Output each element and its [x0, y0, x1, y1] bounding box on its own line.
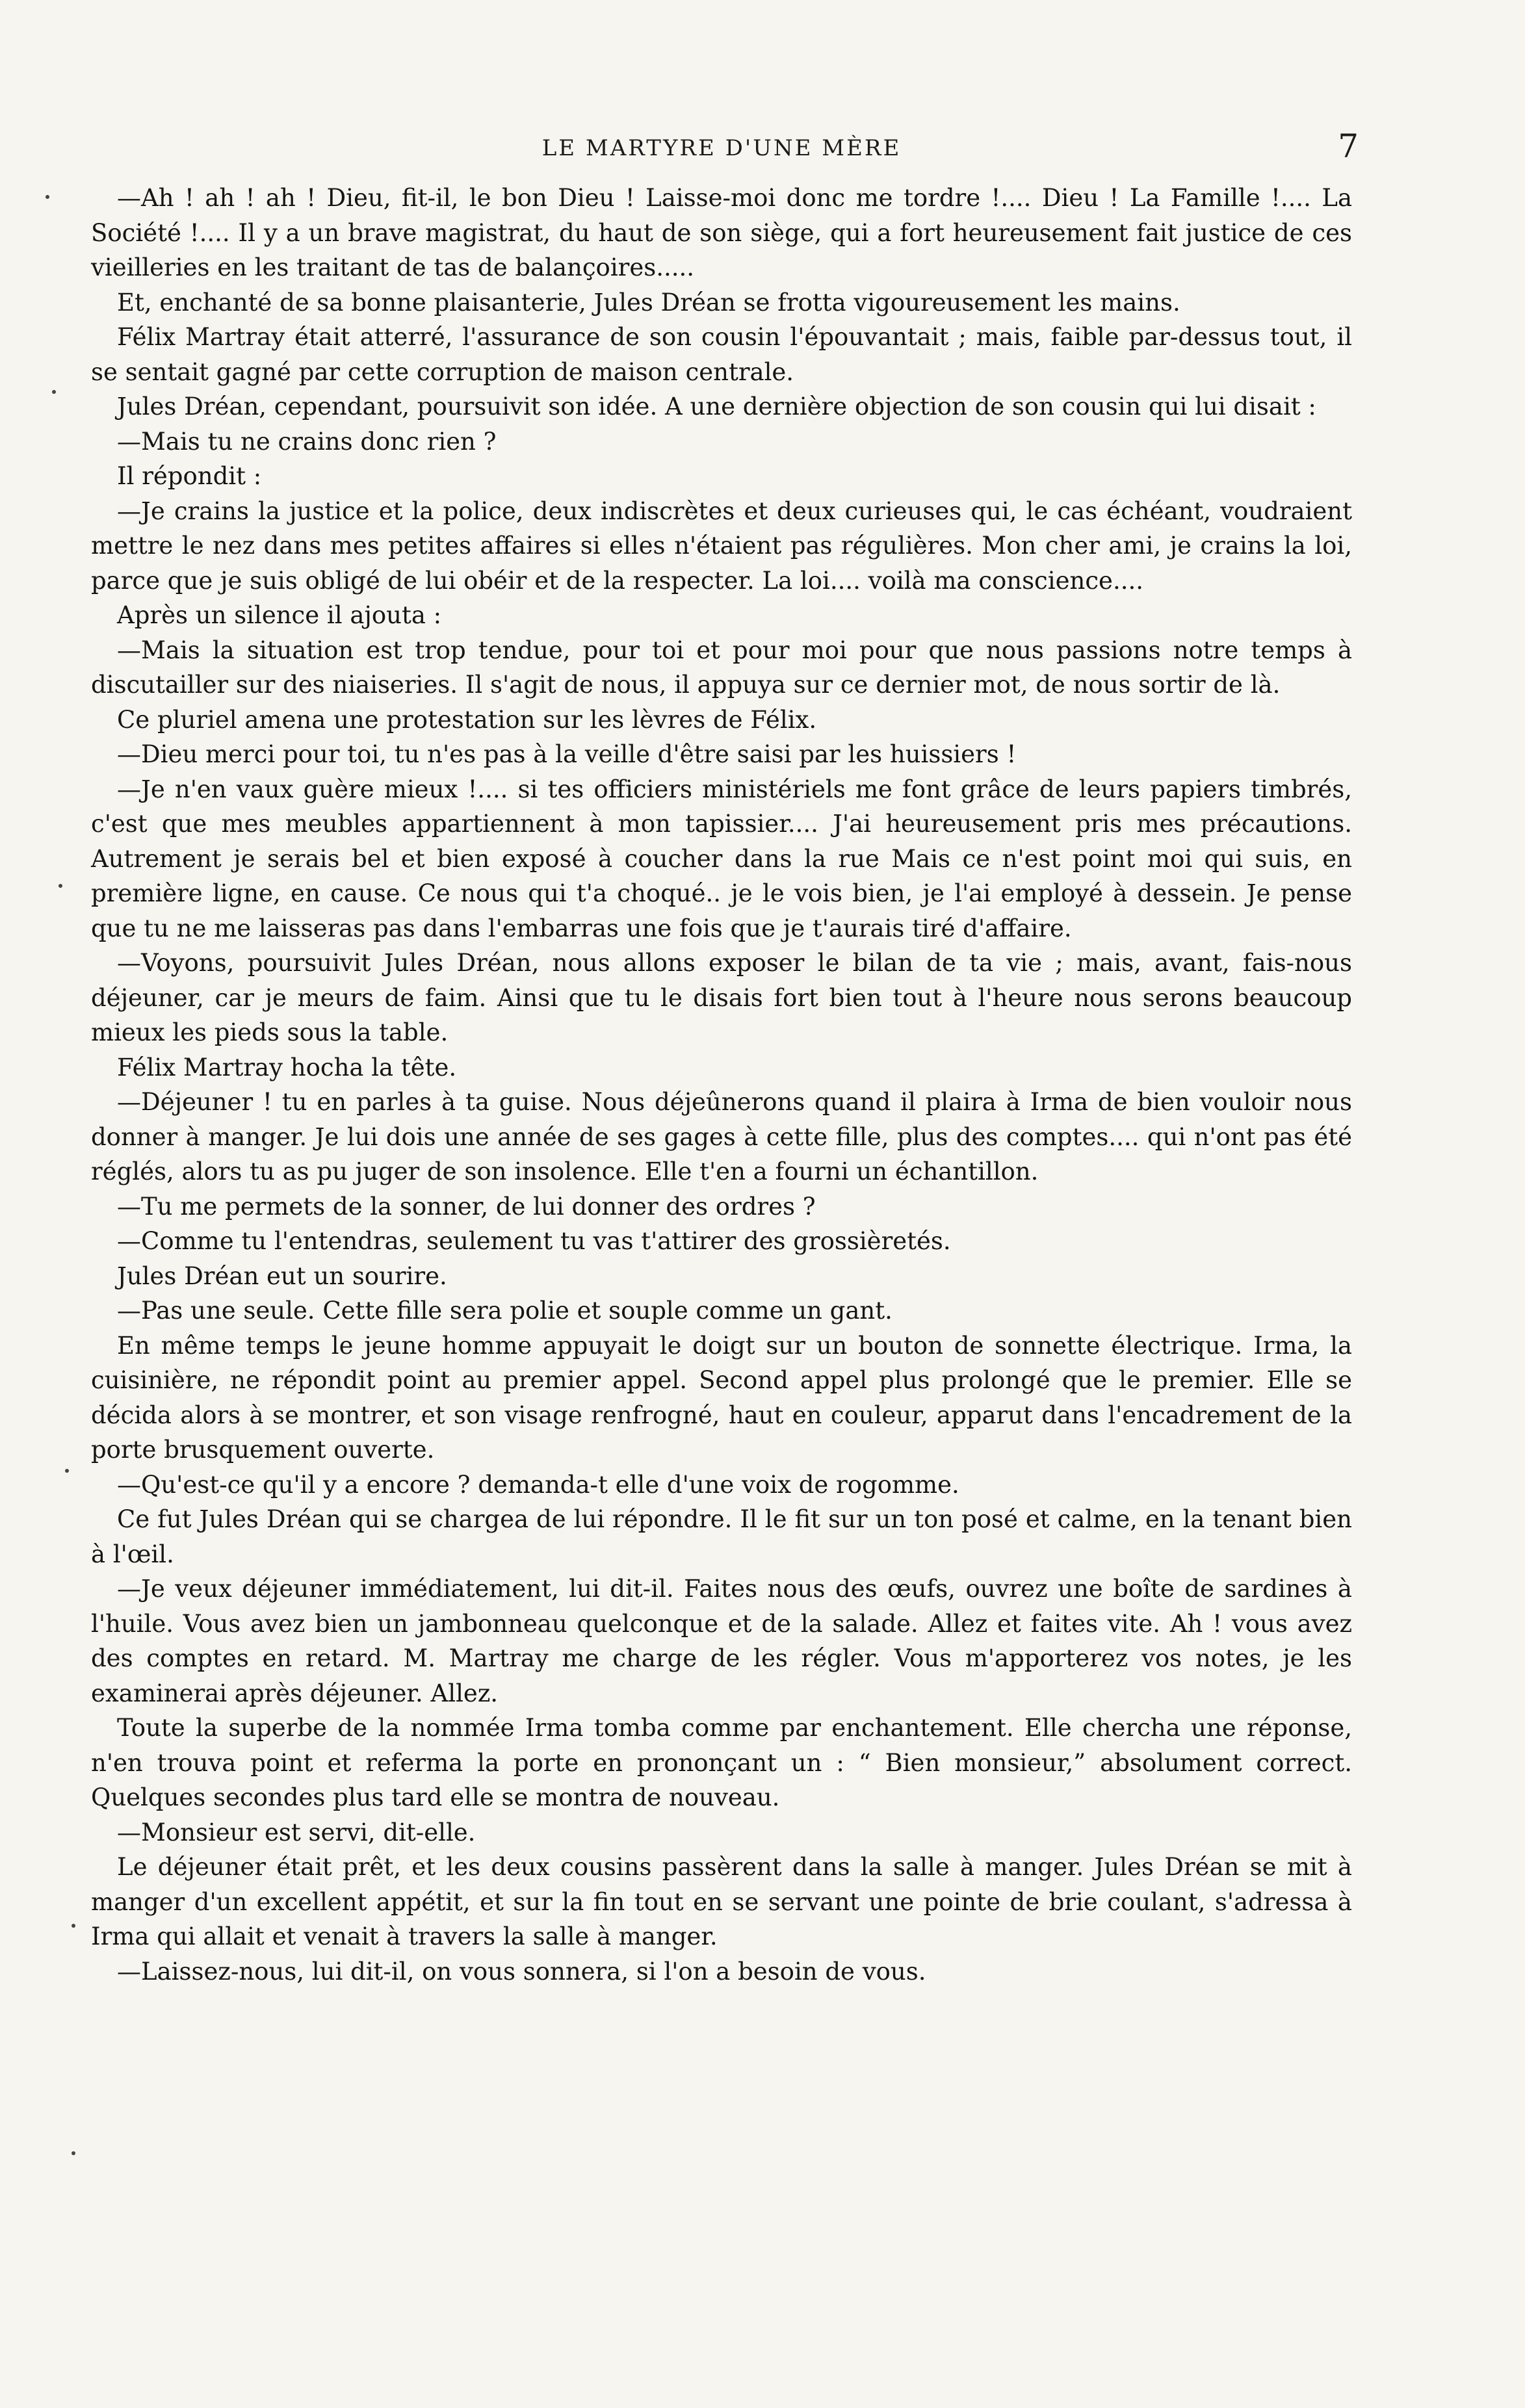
- running-title: LE MARTYRE D'UNE MÈRE: [541, 135, 902, 161]
- paragraph: [91, 1815, 1352, 1850]
- paragraph-text: —Je n'en vaux guère mieux !.... si tes officiers ministériels me font grâce de leurs papiers timbrés, c'est que mes meubles appartiennent à mon tapissier.... J'ai heureusement pris mes précautions. Autrement je serais bel et bien exposé à coucher dans la rue Mais ce n'est point moi qui suis, en première ligne, en cause. Ce nous qui t'a choqué.. je le vois bien, je l'ai employé à dessein. Je pense que tu ne me laisseras pas dans l'embarras une fois que je t'aurais tiré d'affaire.: [91, 775, 1352, 942]
- body-text: [91, 181, 1352, 1989]
- paragraph-text: Félix Martray hocha la tête.: [117, 1053, 457, 1081]
- paragraph-text: Félix Martray était atterré, l'assurance de son cousin l'épouvantait ; mais, faible par-dessus tout, il se sentait gagné par cette corruption de maison centrale.: [91, 323, 1352, 386]
- paragraph: [91, 285, 1352, 320]
- paragraph-text: —Mais la situation est trop tendue, pour toi et pour moi pour que nous passions notre temps à discutailler sur des niaiseries. Il s'agit de nous, il appuya sur ce dernier mot, de nous sortir de là.: [91, 636, 1352, 699]
- paragraph-text: Toute la superbe de la nommée Irma tomba comme par enchantement. Elle chercha une réponse, n'en trouva point et referma la porte en prononçant un : “ Bien monsieur,” absolument correct. Quelques secondes plus tard elle se montra de nouveau.: [91, 1714, 1352, 1811]
- paragraph: [91, 703, 1352, 738]
- paragraph-text: —Dieu merci pour toi, tu n'es pas à la veille d'être saisi par les huissiers !: [117, 740, 1017, 768]
- paragraph: [91, 737, 1352, 772]
- paragraph-text: Après un silence il ajouta :: [117, 601, 442, 629]
- paragraph-text: Il répondit :: [117, 462, 262, 490]
- speck: [52, 390, 56, 394]
- page-header: [91, 127, 1359, 166]
- paragraph-text: —Déjeuner ! tu en parles à ta guise. Nous déjeûnerons quand il plaira à Irma de bien vouloir nous donner à manger. Je lui dois une année de ses gages à cette fille, plus des comptes.... qui n'ont pas été réglés, alors tu as pu juger de son insolence. Elle t'en a fourni un échantillon.: [91, 1088, 1352, 1185]
- paragraph-text: Ce fut Jules Dréan qui se chargea de lui répondre. Il le fit sur un ton posé et calme, en la tenant bien à l'œil.: [91, 1505, 1352, 1568]
- speck: [72, 1924, 75, 1928]
- left-margin-specks: [39, 169, 91, 2249]
- paragraph: [91, 1085, 1352, 1189]
- paragraph: [91, 389, 1352, 424]
- paragraph: [91, 320, 1352, 389]
- paragraph: [91, 1050, 1352, 1085]
- paragraph-text: —Ah ! ah ! ah ! Dieu, fit-il, le bon Dieu ! Laisse-moi donc me tordre !.... Dieu ! La Famille !.... La Société !.... Il y a un brave magistrat, du haut de son siège, qui a fort heureusement fait justice de ces vieilleries en les traitant de tas de balançoires.....: [91, 184, 1352, 281]
- paragraph: [91, 1502, 1352, 1572]
- paragraph-text: —Voyons, poursuivit Jules Dréan, nous allons exposer le bilan de ta vie ; mais, avant, fais-nous déjeuner, car je meurs de faim. Ainsi que tu le disais fort bien tout à l'heure nous serons beaucoup mieux les pieds sous la table.: [91, 949, 1352, 1046]
- paragraph: [91, 946, 1352, 1050]
- paragraph-text: Jules Dréan eut un sourire.: [117, 1262, 447, 1290]
- paragraph: [91, 1259, 1352, 1294]
- paragraph: [91, 1224, 1352, 1259]
- paragraph-text: Ce pluriel amena une protestation sur les lèvres de Félix.: [117, 705, 817, 734]
- paragraph-text: Le déjeuner était prêt, et les deux cousins passèrent dans la salle à manger. Jules Dréan se mit à manger d'un excellent appétit, et sur la fin tout en se servant une pointe de brie coulant, s'adressa à Irma qui allait et venait à travers la salle à manger.: [91, 1853, 1352, 1950]
- paragraph: [91, 1850, 1352, 1954]
- paragraph-text: —Comme tu l'entendras, seulement tu vas t'attirer des grossièretés.: [117, 1227, 951, 1255]
- paragraph-text: —Pas une seule. Cette fille sera polie et souple comme un gant.: [117, 1297, 893, 1325]
- paragraph-text: En même temps le jeune homme appuyait le doigt sur un bouton de sonnette électrique. Irma, la cuisinière, ne répondit point au premier appel. Second appel plus prolongé que le premier. Elle se décida alors à se montrer, et son visage renfrogné, haut en couleur, apparut dans l'encadrement de la porte brusquement ouverte.: [91, 1331, 1352, 1464]
- paragraph: [91, 1189, 1352, 1224]
- paragraph: [91, 633, 1352, 703]
- paragraph-text: —Qu'est-ce qu'il y a encore ? demanda-t elle d'une voix de rogomme.: [117, 1470, 959, 1499]
- paragraph-text: —Laissez-nous, lui dit-il, on vous sonnera, si l'on a besoin de vous.: [117, 1957, 926, 1986]
- paragraph: [91, 1711, 1352, 1815]
- paragraph-text: Et, enchanté de sa bonne plaisanterie, Jules Dréan se frotta vigoureusement les mains.: [117, 288, 1180, 317]
- paragraph: [91, 459, 1352, 494]
- paragraph-text: —Mais tu ne crains donc rien ?: [117, 427, 497, 456]
- paragraph: [91, 772, 1352, 946]
- page-number: 7: [1338, 127, 1359, 165]
- paragraph: [91, 1468, 1352, 1503]
- speck: [46, 195, 49, 199]
- paragraph-text: —Je veux déjeuner immédiatement, lui dit-il. Faites nous des œufs, ouvrez une boîte de sardines à l'huile. Vous avez bien un jambonneau quelconque et de la salade. Allez et faites vite. Ah ! vous avez des comptes en retard. M. Martray me charge de les régler. Vous m'apporterez vos notes, je les examinerai après déjeuner. Allez.: [91, 1575, 1352, 1707]
- paragraph: [91, 1954, 1352, 1989]
- paragraph: [91, 1328, 1352, 1468]
- paragraph-text: —Monsieur est servi, dit-elle.: [117, 1818, 476, 1846]
- paragraph: [91, 424, 1352, 460]
- speck: [59, 884, 62, 888]
- speck: [65, 1469, 69, 1473]
- paragraph: [91, 494, 1352, 599]
- paragraph-text: —Tu me permets de la sonner, de lui donner des ordres ?: [117, 1192, 816, 1221]
- paragraph: [91, 598, 1352, 633]
- paragraph: [91, 1572, 1352, 1711]
- speck: [72, 2151, 75, 2155]
- paragraph: [91, 181, 1352, 285]
- paragraph-text: —Je crains la justice et la police, deux indiscrètes et deux curieuses qui, le cas échéant, voudraient mettre le nez dans mes petites affaires si elles n'étaient pas régulières. Mon cher ami, je crains la loi, parce que je suis obligé de lui obéir et de la respecter. La loi.... voilà ma conscience....: [91, 497, 1352, 595]
- paragraph-text: Jules Dréan, cependant, poursuivit son idée. A une dernière objection de son cousin qui lui disait :: [117, 393, 1316, 421]
- paragraph: [91, 1293, 1352, 1328]
